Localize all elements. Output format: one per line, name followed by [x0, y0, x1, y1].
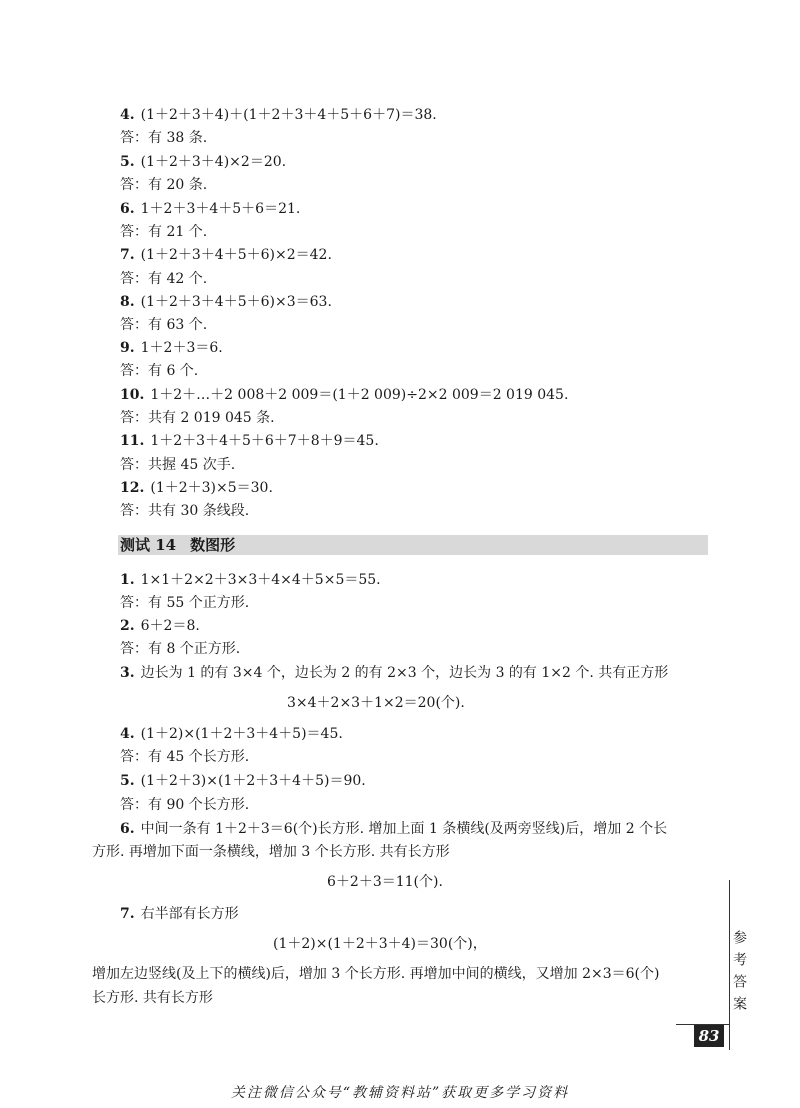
answer-line: 5. (1＋2＋3)×(1＋2＋3＋4＋5)＝90. [120, 773, 366, 789]
answer-line: 答：有 63 个. [120, 317, 208, 333]
answer-line: 答：有 6 个. [120, 363, 199, 379]
answer-line: 10. 1＋2＋…＋2 008＋2 009＝(1＋2 009)÷2×2 009＝2 019 045. [120, 387, 569, 403]
answer-line: 7. (1＋2＋3＋4＋5＋6)×2＝42. [120, 247, 332, 263]
answer-line: 6. 中间一条有 1＋2＋3＝6(个)长方形. 增加上面 1 条横线(及两旁竖线)后，增加 2 个长 [120, 821, 668, 837]
answer-line: 长方形. 共有长方形 [92, 990, 213, 1006]
answer-line: 3. 边长为 1 的有 3×4 个，边长为 2 的有 2×3 个，边长为 3 的有 1×2 个. 共有正方形 [120, 665, 669, 681]
side-label: 参考答案 [731, 930, 747, 1018]
answer-line: 答：有 20 条. [120, 177, 208, 193]
answer-line: 答：有 55 个正方形. [120, 595, 250, 611]
answer-line: 答：有 45 个长方形. [120, 749, 250, 765]
answer-line: 增加左边竖线(及上下的横线)后，增加 3 个长方形. 再增加中间的横线，又增加 2×3＝6(个) [92, 966, 660, 982]
answer-line: 7. 右半部有长方形 [120, 906, 239, 922]
answer-line: 答：有 21 个. [120, 224, 208, 240]
answer-line: 答：有 90 个长方形. [120, 797, 250, 813]
answer-line: 4. (1＋2)×(1＋2＋3＋4＋5)＝45. [120, 726, 343, 742]
formula-line: (1＋2)×(1＋2＋3＋4)＝30(个)， [273, 936, 487, 952]
answer-line: 8. (1＋2＋3＋4＋5＋6)×3＝63. [120, 294, 332, 310]
answer-line: 方形. 再增加下面一条横线，增加 3 个长方形. 共有长方形 [92, 844, 450, 860]
answer-line: 答：有 8 个正方形. [120, 641, 241, 657]
section-title: 测试 14 数图形 [120, 536, 236, 554]
answer-line: 答：共有 2 019 045 条. [120, 410, 275, 426]
answer-line: 5. (1＋2＋3＋4)×2＝20. [120, 154, 287, 170]
answer-line: 2. 6＋2＝8. [120, 618, 200, 634]
answer-line: 答：有 42 个. [120, 271, 208, 287]
answer-line: 11. 1＋2＋3＋4＋5＋6＋7＋8＋9＝45. [120, 433, 379, 449]
answer-line: 12. (1＋2＋3)×5＝30. [120, 480, 273, 496]
answer-line: 6. 1＋2＋3＋4＋5＋6＝21. [120, 201, 301, 217]
answer-line: 9. 1＋2＋3＝6. [120, 340, 223, 356]
answer-line: 答：共有 30 条线段. [120, 503, 250, 519]
footer-text: 关注微信公众号“教辅资料站”获取更多学习资料 [230, 1085, 570, 1101]
formula-line: 3×4＋2×3＋1×2＝20(个). [287, 695, 465, 711]
answer-line: 1. 1×1＋2×2＋3×3＋4×4＋5×5＝55. [120, 572, 381, 588]
answer-line: 4. (1＋2＋3＋4)＋(1＋2＋3＋4＋5＋6＋7)＝38. [120, 107, 437, 123]
answer-line: 答：共握 45 次手. [120, 457, 236, 473]
formula-line: 6＋2＋3＝11(个). [327, 874, 443, 890]
page-number: 83 [694, 1025, 724, 1047]
answer-line: 答：有 38 条. [120, 130, 208, 146]
